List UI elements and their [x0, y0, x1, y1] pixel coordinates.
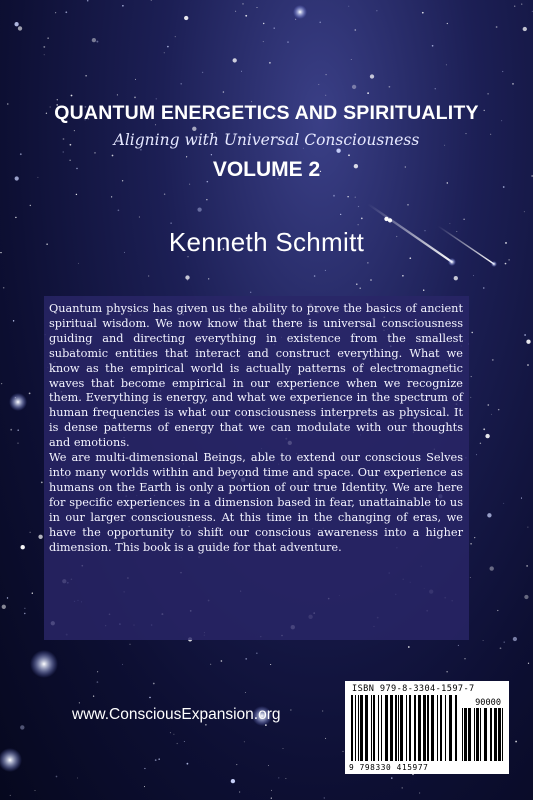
barcode-bars: [351, 695, 459, 761]
book-title: QUANTUM ENERGETICS AND SPIRITUALITY: [54, 102, 479, 124]
barcode-addon-bars: [462, 708, 504, 761]
bright-star: [30, 650, 58, 678]
blurb-panel: [44, 296, 469, 640]
blurb-paragraph: We are multi-dimensional Beings, able to extend our conscious Selves into many worlds within and beyond time and space. Our experience as humans on the Earth is only a portion of our true Identity. We are here for specific experiences in a dimension based in fear, unattainable to us in our larger consciousness. At this time in the changing of eras, we have the opportunity to shift our conscious awareness into a higher dimension. This book is a guide for that adventure.: [49, 451, 463, 554]
shooting-star-head: [448, 258, 456, 266]
website-url: www.ConsciousExpansion.org: [72, 706, 281, 723]
bright-star: [293, 5, 307, 19]
volume-label: VOLUME 2: [212, 158, 321, 181]
shooting-star-head: [491, 261, 497, 267]
barcode-box: [345, 681, 509, 774]
price-code: 90000: [475, 698, 501, 708]
bright-star: [9, 393, 27, 411]
isbn-label: ISBN 979-8-3304-1597-7: [352, 684, 475, 694]
blurb-paragraph: Quantum physics has given us the ability to prove the basics of ancient spiritual wisdom. We now know that there is universal consciousness guiding and directing everything in existence from the smallest subatomic entities that interact and construct everything. What we know as the empirical world is actually patterns of electromagnetic waves that become empirical in our experience when we recognize them. Everything is energy, and what we experience in the spectrum of human frequencies is what our consciousness interprets as physical. It is dense patterns of energy that we can modulate with our thoughts and emotions.: [49, 302, 463, 450]
bright-star: [0, 748, 22, 772]
book-subtitle: Aligning with Universal Consciousness: [113, 131, 420, 149]
author-name: Kenneth Schmitt: [168, 227, 365, 257]
barcode-number: 9 798330 415977: [349, 763, 429, 772]
